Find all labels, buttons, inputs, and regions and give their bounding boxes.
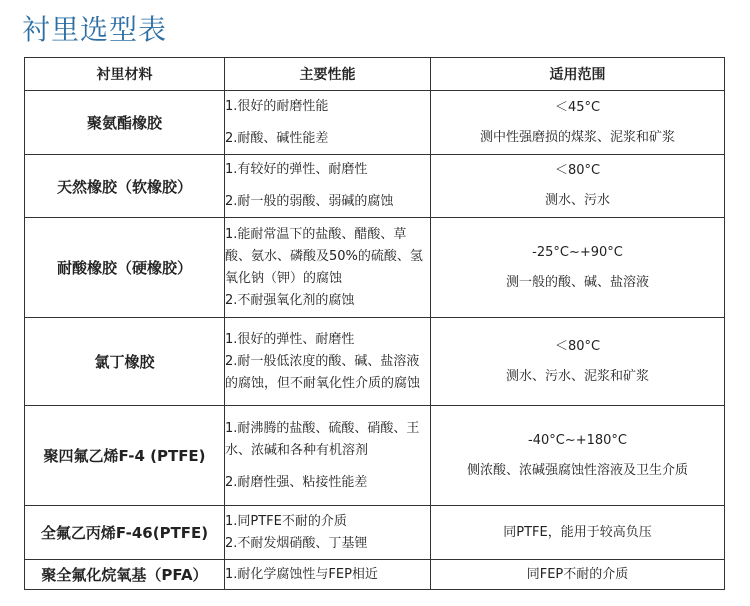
range-application: 测水、污水、泥浆和矿浆: [505, 368, 649, 384]
material-cell: 聚氨酯橡胶: [25, 91, 225, 155]
property-line: 2.耐一般的弱酸、弱碱的腐蚀: [225, 194, 394, 209]
table-row: [25, 318, 725, 406]
table-row: [25, 155, 725, 218]
range-cell: [431, 91, 725, 155]
material-cell: 天然橡胶（软橡胶）: [25, 155, 225, 218]
material-cell: 氯丁橡胶: [25, 318, 225, 406]
range-application: 侧浓酸、浓碱强腐蚀性溶液及卫生介质: [466, 462, 688, 478]
range-application: 同PTFE，能用于较高负压: [503, 524, 652, 540]
property-line: 1.很好的耐磨性能: [225, 98, 329, 114]
header-range: 适用范围: [431, 58, 725, 91]
property-line: 2.耐一般低浓度的酸、碱、盐溶液的腐蚀，但不耐氧化性介质的腐蚀: [225, 353, 421, 391]
property-line: 1.很好的弹性、耐磨性: [225, 331, 355, 347]
properties-cell: [225, 406, 431, 506]
material-cell: 聚四氟乙烯F-4 (PTFE): [25, 406, 225, 506]
table-row: [25, 91, 725, 155]
property-line: 2.耐酸、碱性能差: [225, 130, 329, 146]
page-title: 衬里选型表: [22, 13, 168, 46]
properties-cell: [225, 560, 431, 590]
property-line: 1.耐沸腾的盐酸、硫酸、硝酸、王水、浓碱和各种有机溶剂: [225, 420, 420, 458]
properties-cell: [225, 318, 431, 406]
property-line: 2.不耐强氧化剂的腐蚀: [225, 292, 355, 308]
range-temperature: ＜80°C: [554, 163, 601, 178]
property-line: 1.同PTFE不耐的介质: [225, 513, 347, 529]
range-cell: [431, 318, 725, 406]
range-application: 同FEP不耐的介质: [526, 566, 629, 582]
header-material: 衬里材料: [25, 58, 225, 91]
property-line: 1.耐化学腐蚀性与FEP相近: [225, 566, 378, 582]
table-row: [25, 406, 725, 506]
material-cell: 全氟乙丙烯F-46(PTFE): [25, 506, 225, 560]
lining-selection-table: [24, 57, 725, 590]
range-cell: [431, 218, 725, 318]
table-row: [25, 506, 725, 560]
properties-cell: [225, 218, 431, 318]
material-cell: 耐酸橡胶（硬橡胶）: [25, 218, 225, 318]
range-application: 测中性强磨损的煤浆、泥浆和矿浆: [479, 129, 675, 145]
range-cell: [431, 155, 725, 218]
range-application: 测一般的酸、碱、盐溶液: [505, 274, 649, 290]
header-properties: 主要性能: [225, 58, 431, 91]
range-temperature: -25°C~+90°C: [532, 244, 623, 260]
property-line: 1.有较好的弹性、耐磨性: [225, 162, 368, 177]
table-row: [25, 560, 725, 590]
range-temperature: ＜45°C: [554, 99, 601, 115]
table-header-row: [25, 58, 725, 91]
range-temperature: -40°C~+180°C: [528, 432, 627, 448]
property-line: 1.能耐常温下的盐酸、醋酸、草酸、氨水、磷酸及50%的硫酸、氢氧化钠（钾）的腐蚀: [225, 226, 423, 286]
property-line: 2.耐磨性强、粘接性能差: [225, 474, 368, 490]
properties-cell: [225, 506, 431, 560]
table-row: [25, 218, 725, 318]
property-line: 2.不耐发烟硝酸、丁基锂: [225, 535, 368, 551]
range-cell: [431, 560, 725, 590]
range-application: 测水、污水: [544, 193, 610, 208]
properties-cell: [225, 91, 431, 155]
range-cell: [431, 406, 725, 506]
range-temperature: ＜80°C: [554, 338, 601, 354]
range-cell: [431, 506, 725, 560]
material-cell: 聚全氟化烷氧基（PFA）: [25, 560, 225, 590]
properties-cell: [225, 155, 431, 218]
